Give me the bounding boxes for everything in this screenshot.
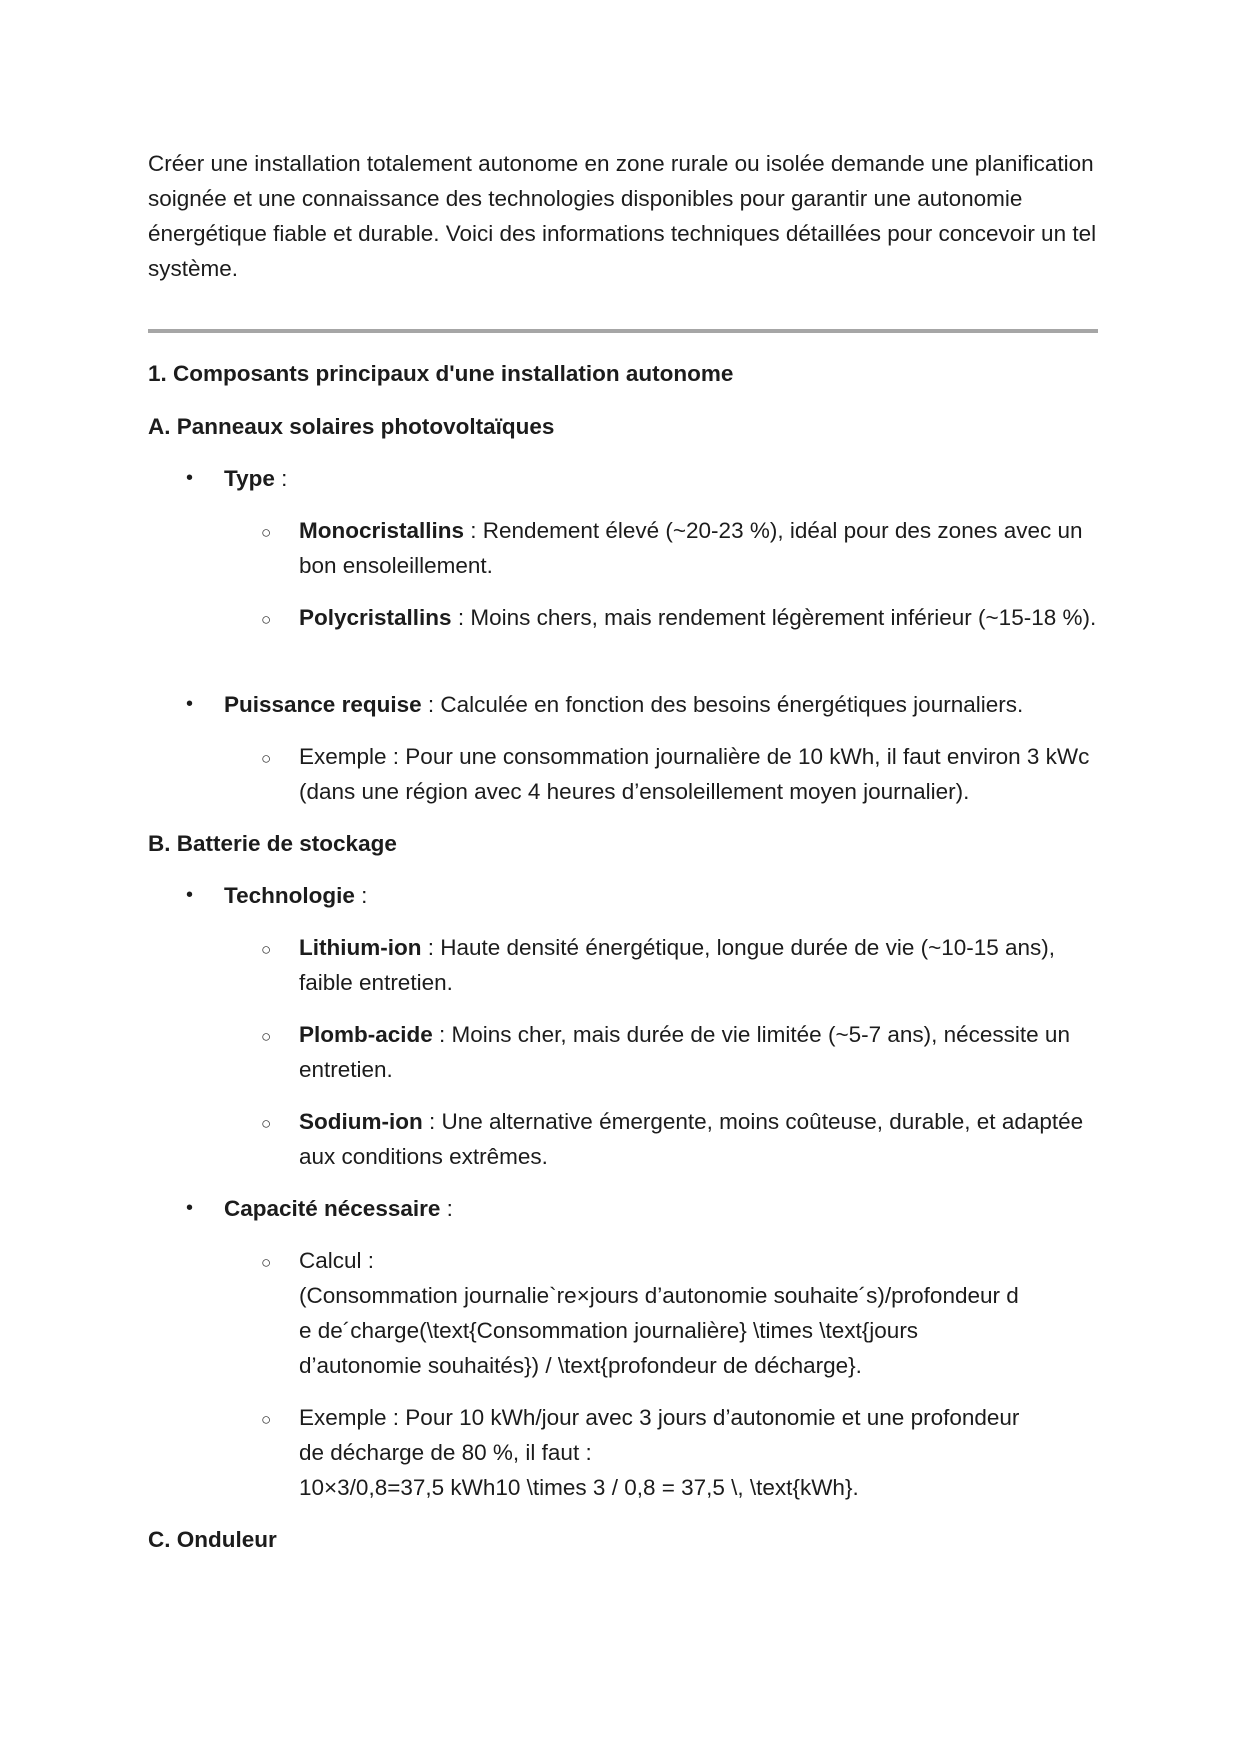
- circle-bullet-icon: ○: [261, 610, 272, 629]
- circle-bullet-icon: ○: [261, 523, 272, 542]
- bullet-dot-icon: •: [186, 1197, 194, 1219]
- bullet-dot-icon: •: [186, 467, 194, 489]
- cap-label: Capacité nécessaire: [224, 1196, 441, 1221]
- tech-label: Technologie: [224, 883, 355, 908]
- calc-line-2: (Consommation journalie`re×jours d’autonomie souhaite´s)/profondeur d: [299, 1283, 1019, 1308]
- circle-bullet-icon: ○: [261, 749, 272, 768]
- power-example-text: Exemple : Pour une consommation journalière de 10 kWh, il faut environ 3 kWc (dans une région avec 4 heures d’ensoleillement moyen journalier).: [299, 744, 1090, 804]
- calc-line-4: d’autonomie souhaités}) / \text{profondeur de décharge}.: [299, 1353, 862, 1378]
- section-b-heading: B. Batterie de stockage: [148, 831, 397, 856]
- na-text: : Une alternative émergente, moins coûteuse, durable, et adaptée aux conditions extrêmes.: [299, 1109, 1084, 1169]
- section-a-heading: A. Panneaux solaires photovoltaïques: [148, 414, 555, 439]
- example-line-2: de décharge de 80 %, il faut :: [299, 1440, 592, 1465]
- calc-line-3: e de´charge(\text{Consommation journalière} \times \text{jours: [299, 1318, 919, 1343]
- example-line-3: 10×3/0,8=37,5 kWh10 \times 3 / 0,8 = 37,5 \, \text{kWh}.: [299, 1475, 859, 1500]
- poly-label: Polycristallins: [299, 605, 452, 630]
- cap-suffix: :: [440, 1196, 453, 1221]
- type-label: Type: [224, 466, 275, 491]
- power-text: : Calculée en fonction des besoins énergétiques journaliers.: [421, 692, 1024, 717]
- na-label: Sodium-ion: [299, 1109, 423, 1134]
- mono-label: Monocristallins: [299, 518, 465, 543]
- bullet-dot-icon: •: [186, 884, 194, 906]
- circle-bullet-icon: ○: [261, 1253, 272, 1272]
- intro-paragraph: Créer une installation totalement autonome en zone rurale ou isolée demande une planification soignée et une connaissance des technologies disponibles pour garantir une autonomie énergétique fiable et durable. Voici des informations techniques détaillées pour concevoir un tel système.: [148, 151, 1097, 281]
- poly-text: : Moins chers, mais rendement légèrement inférieur (~15-18 %).: [451, 605, 1097, 630]
- example-line-1: Exemple : Pour 10 kWh/jour avec 3 jours d’autonomie et une profondeur: [299, 1405, 1020, 1430]
- section-c-heading: C. Onduleur: [148, 1527, 277, 1552]
- li-text: : Haute densité énergétique, longue durée de vie (~10-15 ans), faible entretien.: [299, 935, 1056, 995]
- circle-bullet-icon: ○: [261, 940, 272, 959]
- horizontal-divider: [148, 329, 1098, 333]
- circle-bullet-icon: ○: [261, 1114, 272, 1133]
- pb-label: Plomb-acide: [299, 1022, 433, 1047]
- section-1-heading: 1. Composants principaux d'une installation autonome: [148, 361, 734, 386]
- tech-suffix: :: [354, 883, 368, 908]
- circle-bullet-icon: ○: [261, 1410, 272, 1429]
- li-label: Lithium-ion: [299, 935, 422, 960]
- type-suffix: :: [274, 466, 288, 491]
- bullet-dot-icon: •: [186, 693, 194, 715]
- calc-line-1: Calcul :: [299, 1248, 375, 1273]
- pb-text: : Moins cher, mais durée de vie limitée (~5-7 ans), nécessite un entretien.: [299, 1022, 1070, 1082]
- power-label: Puissance requise: [224, 692, 422, 717]
- mono-text: : Rendement élevé (~20-23 %), idéal pour des zones avec un bon ensoleillement.: [299, 518, 1083, 578]
- circle-bullet-icon: ○: [261, 1027, 272, 1046]
